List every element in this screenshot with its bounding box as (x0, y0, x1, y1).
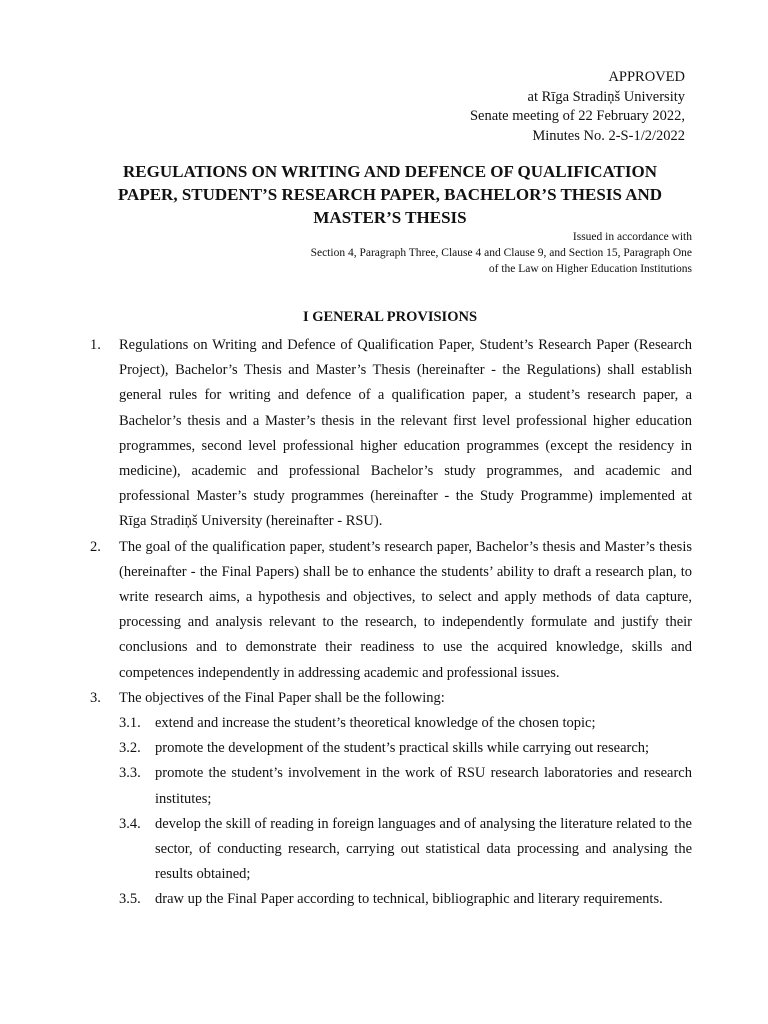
subitem-number: 3.5. (119, 891, 141, 908)
subitem-text: promote the development of the student’s practical skills while carrying out research; (155, 740, 650, 757)
sub-list-item (90, 812, 692, 888)
item-text: The objectives of the Final Paper shall be the following: (119, 689, 445, 706)
sub-list-item (90, 736, 692, 761)
title-line: PAPER, STUDENT’S RESEARCH PAPER, BACHELOR’S THESIS AND (117, 185, 663, 204)
section-heading: I GENERAL PROVISIONS (302, 309, 478, 325)
issued-line: of the Law on Higher Education Institutions (488, 263, 692, 275)
title-line: MASTER’S THESIS (313, 208, 467, 227)
item-number: 1. (90, 337, 101, 353)
sub-list-item (90, 761, 692, 811)
approval-block (470, 68, 685, 146)
approval-line: APPROVED (608, 69, 685, 85)
subitem-text: draw up the Final Paper according to technical, bibliographic and literary requirements. (155, 891, 663, 908)
sub-list-item (90, 887, 692, 912)
subitem-number: 3.2. (119, 740, 141, 757)
item-text: The goal of the qualification paper, student’s research paper, Bachelor’s thesis and Master’s thesis (hereinafter - the Final Papers) shall be to enhance the students’ ability to draft a research plan, to write research aims, a hypothesis and objectives, to select and apply methods of data capture, processing and analysis relevant to the research, to independently formulate and justify their conclusions and to demonstrate their readiness to use the acquired knowledge, skills and competences independently in addressing academic and professional issues. (119, 538, 692, 681)
item-number: 2. (90, 538, 101, 555)
subitem-text: promote the student’s involvement in the work of RSU research laboratories and research institutes; (155, 765, 692, 807)
issued-note (311, 229, 692, 277)
approval-line: Senate meeting of 22 February 2022, (469, 108, 685, 124)
provisions-list (90, 333, 692, 913)
item-number: 3. (90, 689, 101, 706)
issued-line: Section 4, Paragraph Three, Clause 4 and Clause 9, and Section 15, Paragraph One (310, 247, 692, 259)
subitem-text: develop the skill of reading in foreign languages and of analysing the literature related to the sector, of conducting research, carrying out statistical data processing and analysing the results obtained; (155, 815, 692, 883)
title-line: REGULATIONS ON WRITING AND DEFENCE OF QUALIFICATION (123, 162, 657, 181)
subitem-number: 3.1. (119, 715, 141, 732)
approval-line: Minutes No. 2-S-1/2/2022 (532, 127, 685, 144)
document-title (90, 160, 690, 229)
list-item (90, 686, 692, 711)
subitem-number: 3.4. (119, 815, 141, 832)
list-item (90, 535, 692, 686)
issued-line: Issued in accordance with (572, 231, 692, 243)
approval-line: at Rīga Stradiņš University (527, 88, 685, 105)
list-item (90, 333, 692, 535)
subitem-text: extend and increase the student’s theoretical knowledge of the chosen topic; (155, 715, 596, 732)
item-text: Regulations on Writing and Defence of Qualification Paper, Student’s Research Paper (Research Project), Bachelor’s Thesis and Master’s Thesis (hereinafter - the Regulations) shall establish general rules for writing and defence of a qualification paper, a student’s research paper, a Bachelor’s thesis and a Master’s thesis in the relevant first level professional higher education programmes, second level professional higher education programmes (except the residency in medicine), academic and professional Bachelor’s study programmes, and academic and professional Master’s study programmes (hereinafter - the Study Programme) implemented at Rīga Stradiņš University (hereinafter - RSU). (119, 337, 692, 530)
sub-list-item (90, 711, 692, 736)
subitem-number: 3.3. (119, 765, 141, 782)
